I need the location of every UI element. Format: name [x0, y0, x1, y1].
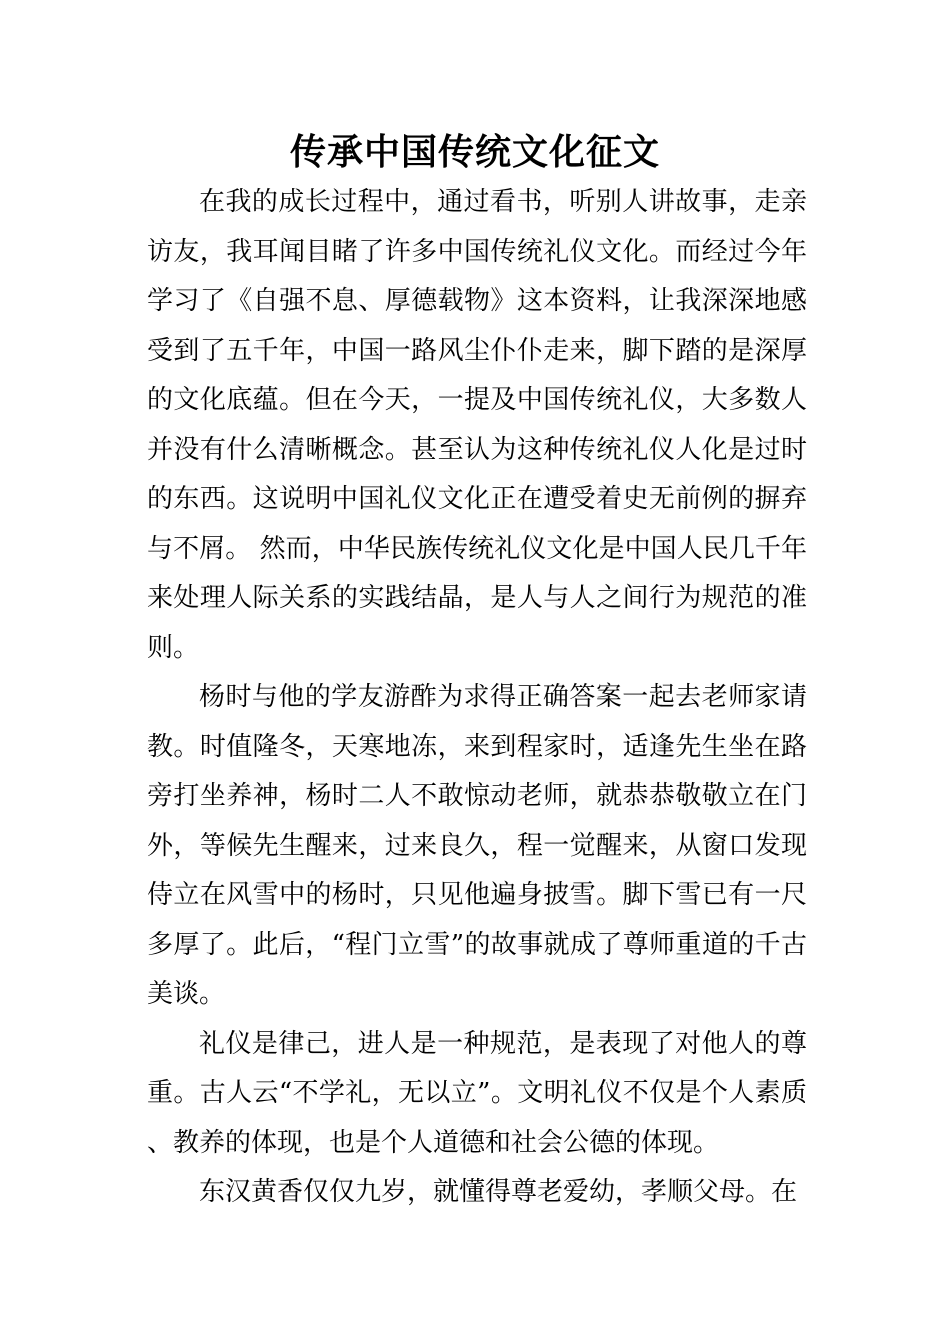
paragraph-4: 东汉黄香仅仅九岁，就懂得尊老爱幼，孝顺父母。在 [199, 1177, 798, 1207]
document-body [147, 178, 807, 1218]
paragraph-3: 礼仪是律己，进人是一种规范，是表现了对他人的尊重。古人云“不学礼，无以立”。文明礼仪不仅是个人素质、教养的体现，也是个人道德和社会公德的体现。 [147, 1028, 807, 1158]
paragraph-2: 杨时与他的学友游酢为求得正确答案一起去老师家请教。时值隆冬，天寒地冻，来到程家时，适逢先生坐在路旁打坐养神，杨时二人不敢惊动老师，就恭恭敬敬立在门外，等候先生醒来，过来良久，程一觉醒来，从窗口发现侍立在风雪中的杨时，只见他遍身披雪。脚下雪已有一尺多厚了。此后，“程门立雪”的故事就成了尊师重道的千古美谈。 [147, 682, 807, 1009]
paragraph-1: 在我的成长过程中，通过看书，听别人讲故事，走亲访友，我耳闻目睹了许多中国传统礼仪文化。而经过今年学习了《自强不息、厚德载物》这本资料，让我深深地感受到了五千年，中国一路风尘仆仆走来，脚下踏的是深厚的文化底蕴。但在今天，一提及中国传统礼仪，大多数人并没有什么清晰概念。甚至认为这种传统礼仪人化是过时的东西。这说明中国礼仪文化正在遭受着史无前例的摒弃与不屑。 然而，中华民族传统礼仪文化是中国人民几千年来处理人际关系的实践结晶，是人与人之间行为规范的准则。 [147, 187, 807, 663]
document-title: 传承中国传统文化征文 [289, 131, 660, 173]
